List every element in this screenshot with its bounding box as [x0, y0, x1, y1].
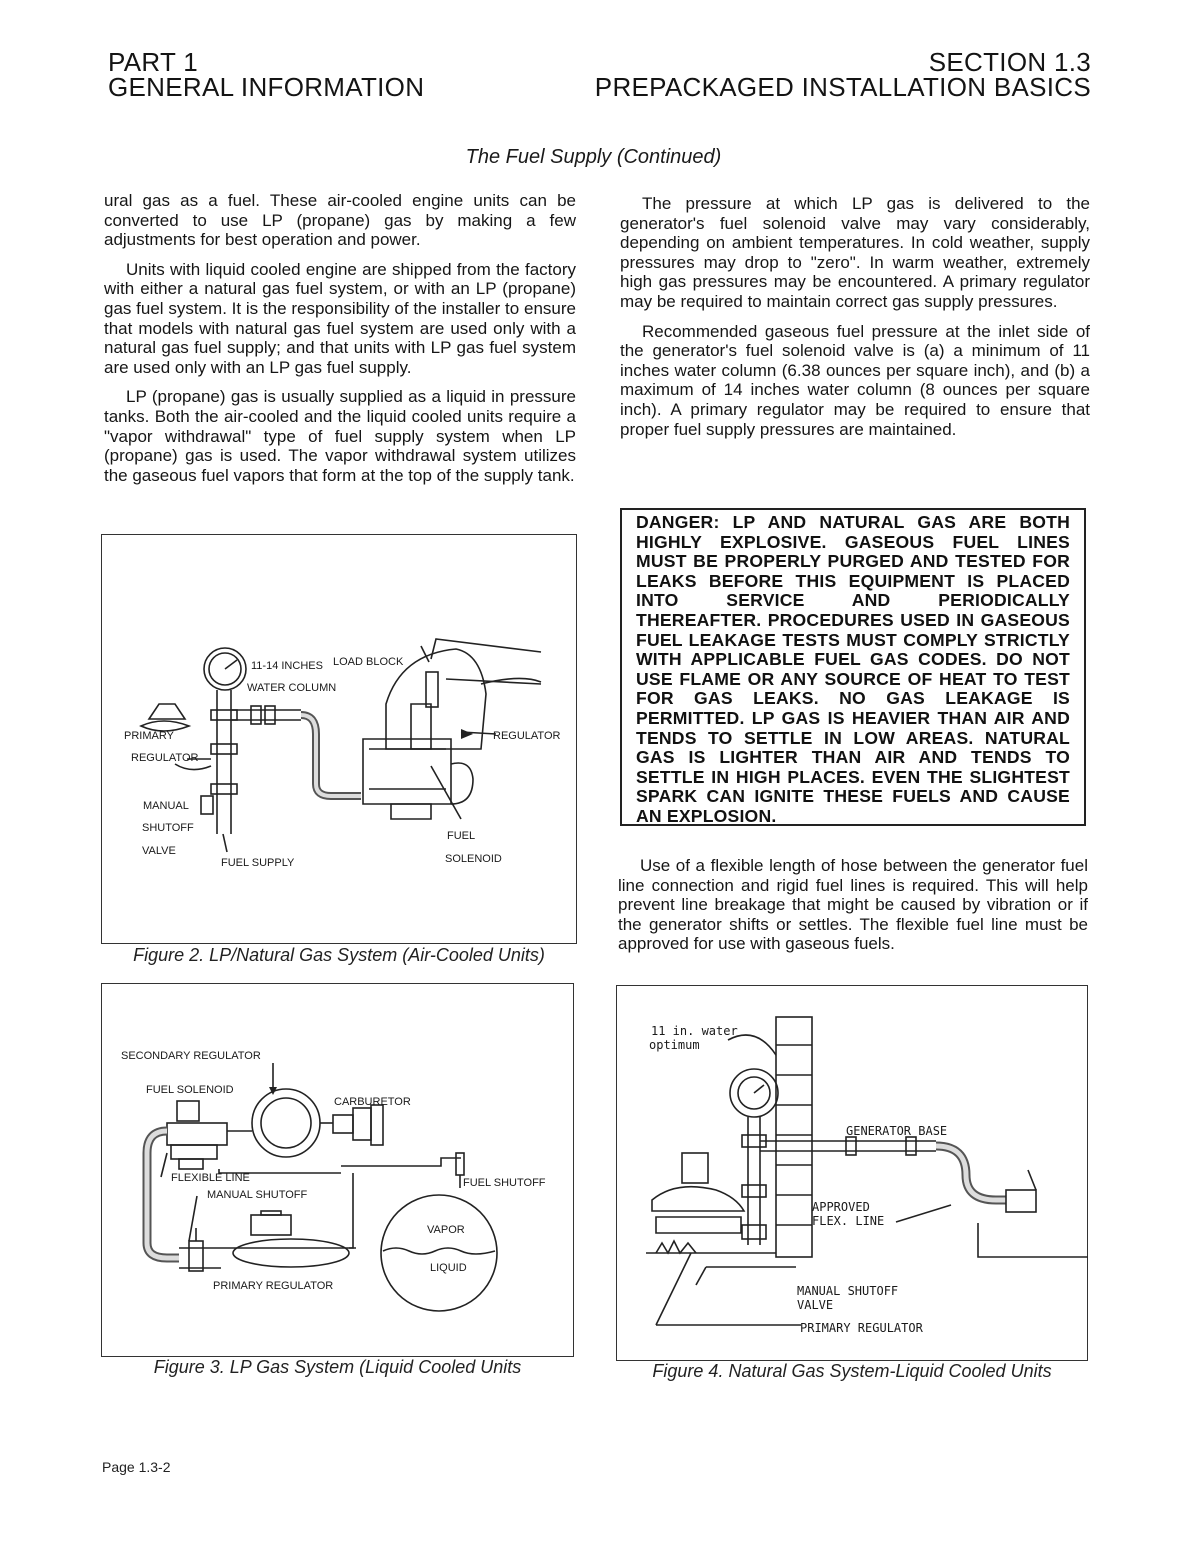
fig2-label-solenoid: SOLENOID	[445, 853, 502, 865]
fig3-label-secondary-regulator: SECONDARY REGULATOR	[121, 1050, 261, 1062]
section-label: SECTION 1.3	[928, 47, 1091, 77]
page-number: Page 1.3-2	[102, 1459, 171, 1475]
carburetor-icon	[371, 1105, 383, 1145]
fig4-label-water: 11 in. water	[651, 1024, 738, 1038]
wall	[776, 1017, 812, 1257]
fig2-label-fuel-supply: FUEL SUPPLY	[221, 857, 295, 869]
flex-hose	[301, 715, 361, 796]
fig3-label-vapor: VAPOR	[427, 1224, 465, 1236]
primary-regulator-icon	[652, 1187, 744, 1211]
figure-3-caption: Figure 3. LP Gas System (Liquid Cooled Units	[153, 1357, 522, 1377]
fig2-label-gauge: 11-14 INCHES	[251, 660, 323, 672]
fig4-label-primary-regulator: PRIMARY REGULATOR	[800, 1321, 923, 1335]
fig2-label-valve: VALVE	[142, 845, 176, 857]
fig3-label-primary-regulator: PRIMARY REGULATOR	[213, 1280, 334, 1292]
part-label: PART 1	[108, 47, 198, 77]
secondary-regulator-icon	[252, 1089, 320, 1157]
fig4-label-approved: APPROVED	[812, 1200, 870, 1214]
fig4-label-flex-line: FLEX. LINE	[812, 1214, 885, 1228]
fig4-label-manual-shutoff: MANUAL SHUTOFF	[797, 1284, 899, 1298]
fig3-label-carburetor: CARBURETOR	[334, 1096, 411, 1108]
paragraph: Use of a flexible length of hose between the generator fuel line connection and rigid fuel lines is required. This will help prevent line breakage that might be caused by vibration or if the generator shifts or settles. The flexible fuel line must be approved for use with gaseous fuels.	[618, 856, 1088, 954]
fig3-label-flexible-line: FLEXIBLE LINE	[171, 1172, 250, 1184]
figure-2-caption: Figure 2. LP/Natural Gas System (Air-Cooled Units)	[133, 945, 545, 965]
fig3-label-fuel-shutoff: FUEL SHUTOFF	[463, 1177, 546, 1189]
fig2-label-water-column: WATER COLUMN	[247, 682, 337, 694]
fig3-label-fuel-solenoid: FUEL SOLENOID	[146, 1084, 234, 1096]
fig3-label-liquid: LIQUID	[430, 1262, 467, 1274]
manual-shutoff-icon	[189, 1241, 203, 1271]
danger-box	[620, 508, 1086, 826]
paragraph: Units with liquid cooled engine are shipped from the factory with either a natural gas fuel system, or with an LP (propane) gas fuel system. It is the responsibility of the installer to ensure that models with natural gas fuel system are used only with a natural gas fuel supply; and that units with LP gas fuel system are used only with an LP gas fuel supply.	[104, 259, 576, 377]
primary-regulator-icon	[149, 704, 185, 719]
fig3-label-manual-shutoff: MANUAL SHUTOFF	[207, 1189, 308, 1201]
paragraph: LP (propane) gas is usually supplied as a liquid in pressure tanks. Both the air-cooled and the liquid cooled units require a "vapor withdrawal" type of fuel supply system when LP (propane) gas is used. The vapor withdrawal system utilizes the gaseous fuel vapors that form at the top of the supply tank.	[104, 387, 576, 485]
danger-text: DANGER: LP AND NATURAL GAS ARE BOTH HIGHLY EXPLOSIVE. GASEOUS FUEL LINES MUST BE PROPERLY PURGED AND TESTED FOR LEAKS BEFORE THIS EQUIPMENT IS PLACED INTO SERVICE AND PERIODICALLY THEREAFTER. PROCEDURES USED IN GASEOUS FUEL LEAKAGE TESTS MUST COMPLY STRICTLY WITH APPLICABLE FUEL GAS CODES. DO NOT USE FLAME OR ANY SOURCE OF HEAT TO TEST FOR GAS LEAKS. NO GAS LEAKAGE IS PERMITTED. LP GAS IS HEAVIER THAN AIR AND TENDS TO SETTLE IN LOW AREAS. NATURAL GAS IS LIGHTER THAN AIR AND TENDS TO SETTLE IN HIGH PLACES. EVEN THE SLIGHTEST SPARK CAN IGNITE THESE FUELS AND CAUSE AN EXPLOSION.	[636, 512, 1070, 826]
page-subtitle: The Fuel Supply (Continued)	[465, 146, 722, 168]
fig2-label-fuel: FUEL	[447, 830, 476, 842]
header-right	[594, 47, 1091, 102]
flexible-line	[147, 1131, 179, 1258]
fig2-label-load-block: LOAD BLOCK	[333, 656, 404, 668]
fig4-label-valve: VALVE	[797, 1298, 834, 1312]
paragraph: Recommended gaseous fuel pressure at the inlet side of the generator's fuel solenoid valve is (a) a minimum of 11 inches water column (6.38 ounces per square inch), and (b) a maximum of 14 inches water column (8 ounces per square inch). A primary regulator may be required to ensure that proper fuel supply pressures are maintained.	[620, 321, 1090, 439]
fig4-label-generator-base: GENERATOR BASE	[846, 1124, 948, 1138]
fig2-label-regulator-left: REGULATOR	[131, 752, 199, 764]
lp-tank-icon	[381, 1195, 497, 1311]
right-column-2	[618, 856, 1088, 964]
fuel-solenoid-icon	[177, 1101, 199, 1121]
fig2-label-shutoff: SHUTOFF	[142, 822, 194, 834]
primary-regulator-icon	[233, 1239, 349, 1267]
figure-4-caption: Figure 4. Natural Gas System-Liquid Cooled Units	[652, 1361, 1052, 1381]
part-title: GENERAL INFORMATION	[108, 72, 425, 102]
fig2-label-regulator-right: REGULATOR	[493, 730, 561, 742]
figure-3-drawing	[101, 983, 574, 1357]
fig2-label-manual: MANUAL	[143, 800, 189, 812]
right-column	[620, 194, 1090, 449]
manual-shutoff-valve-icon	[201, 796, 213, 814]
paragraph: ural gas as a fuel. These air-cooled engine units can be converted to use LP (propane) gas by making a few adjustments for best operation and power.	[104, 191, 576, 250]
section-title: PREPACKAGED INSTALLATION BASICS	[594, 72, 1091, 102]
fig2-label-primary: PRIMARY	[124, 730, 174, 742]
header-left	[108, 47, 425, 102]
fig4-label-optimum: optimum	[649, 1038, 700, 1052]
paragraph: The pressure at which LP gas is delivered to the generator's fuel solenoid valve may vary considerably, depending on ambient temperatures. In cold weather, supply pressures may drop to "zero". In warm weather, extremely high gas pressures may be encountered. A primary regulator may be required to maintain correct gas supply pressures.	[620, 194, 1090, 311]
left-column	[104, 191, 576, 495]
